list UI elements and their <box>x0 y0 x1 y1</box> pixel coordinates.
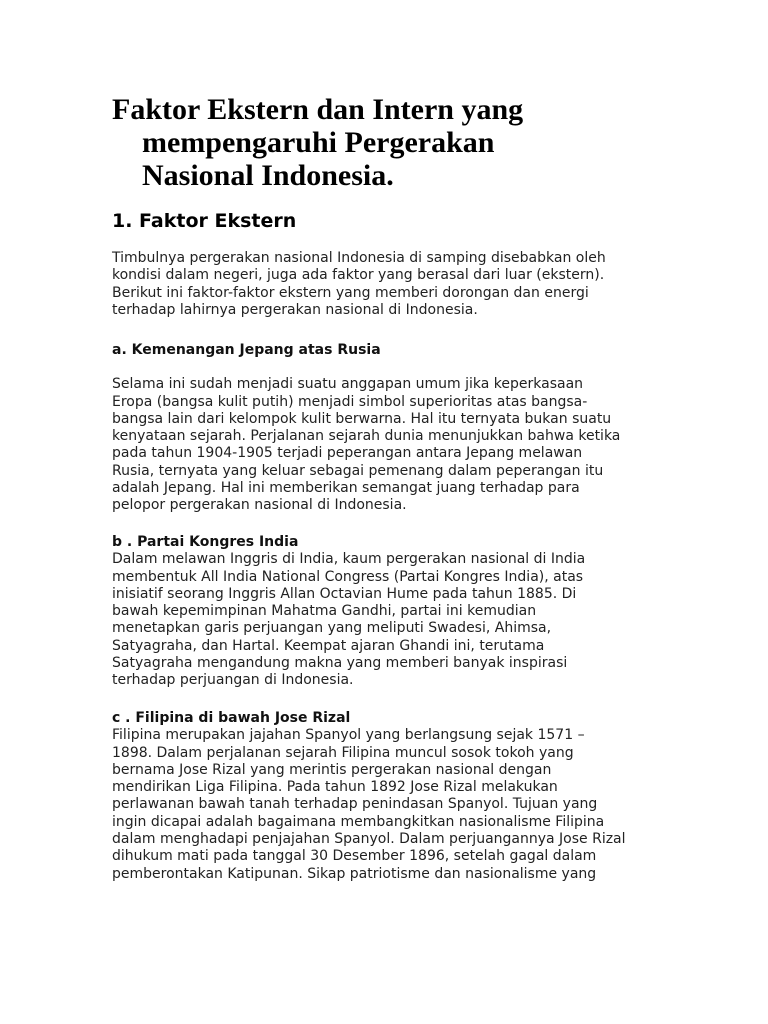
text-line: membentuk All India National Congress (Partai Kongres India), atas <box>112 568 584 585</box>
text-line: Satyagraha, dan Hartal. Keempat ajaran Ghandi ini, terutama <box>112 637 545 654</box>
text-line: mendirikan Liga Filipina. Pada tahun 1892 Jose Rizal melakukan <box>112 779 558 796</box>
title-line: mempengaruhi Pergerakan <box>142 126 495 159</box>
subsection-heading: c . Filipina di bawah Jose Rizal <box>112 710 351 726</box>
text-line: Berikut ini faktor-faktor ekstern yang memberi dorongan dan energi <box>112 284 589 301</box>
text-line: menetapkan garis perjuangan yang meliputi Swadesi, Ahimsa, <box>112 620 552 637</box>
text-line: 1898. Dalam perjalanan sejarah Filipina muncul sosok tokoh yang <box>112 744 574 761</box>
subsection-c <box>112 710 626 883</box>
document-title <box>112 93 523 192</box>
title-line: Faktor Ekstern dan Intern yang <box>112 93 524 126</box>
subsection-heading: a. Kemenangan Jepang atas Rusia <box>112 342 381 358</box>
text-line: terhadap lahirnya pergerakan nasional di Indonesia. <box>112 301 478 318</box>
text-line: pada tahun 1904-1905 terjadi peperangan antara Jepang melawan <box>112 445 583 462</box>
text-line: dihukum mati pada tanggal 30 Desember 1896, setelah gagal dalam <box>112 848 597 865</box>
text-line: bawah kepemimpinan Mahatma Gandhi, partai ini kemudian <box>112 603 537 620</box>
text-line: dalam menghadapi penjajahan Spanyol. Dalam perjuangannya Jose Rizal <box>112 831 626 848</box>
subsection-b <box>112 534 585 690</box>
text-line: Dalam melawan Inggris di India, kaum pergerakan nasional di India <box>112 551 586 568</box>
section-heading: 1. Faktor Ekstern <box>112 210 297 232</box>
text-line: inisiatif seorang Inggris Allan Octavian Hume pada tahun 1885. Di <box>112 585 577 602</box>
text-line: bangsa lain dari kelompok kulit berwarna. Hal itu ternyata bukan suatu <box>112 410 612 427</box>
text-line: terhadap perjuangan di Indonesia. <box>112 672 354 689</box>
subsection-heading: b . Partai Kongres India <box>112 534 299 550</box>
text-line: Satyagraha mengandung makna yang memberi banyak inspirasi <box>112 655 568 672</box>
text-line: pelopor pergerakan nasional di Indonesia. <box>112 497 407 514</box>
text-line: kondisi dalam negeri, juga ada faktor yang berasal dari luar (ekstern). <box>112 267 605 284</box>
subsection-a <box>112 342 620 515</box>
text-line: ingin dicapai adalah bagaimana membangkitkan nasionalisme Filipina <box>112 813 605 830</box>
text-line: pemberontakan Katipunan. Sikap patriotisme dan nasionalisme yang <box>112 865 597 882</box>
title-line: Nasional Indonesia. <box>142 159 394 192</box>
text-line: adalah Jepang. Hal ini memberikan semangat juang terhadap para <box>112 480 580 497</box>
intro-paragraph <box>112 250 606 319</box>
text-line: Filipina merupakan jajahan Spanyol yang berlangsung sejak 1571 – <box>112 727 585 744</box>
text-line: perlawanan bawah tanah terhadap penindasan Spanyol. Tujuan yang <box>112 796 598 813</box>
text-line: Eropa (bangsa kulit putih) menjadi simbol superioritas atas bangsa- <box>112 393 588 410</box>
text-line: kenyataan sejarah. Perjalanan sejarah dunia menunjukkan bahwa ketika <box>112 428 621 445</box>
text-line: Rusia, ternyata yang keluar sebagai pemenang dalam peperangan itu <box>112 462 604 479</box>
text-line: bernama Jose Rizal yang merintis pergerakan nasional dengan <box>112 761 552 778</box>
text-line: Timbulnya pergerakan nasional Indonesia di samping disebabkan oleh <box>112 250 606 266</box>
text-line: Selama ini sudah menjadi suatu anggapan umum jika keperkasaan <box>112 376 584 393</box>
